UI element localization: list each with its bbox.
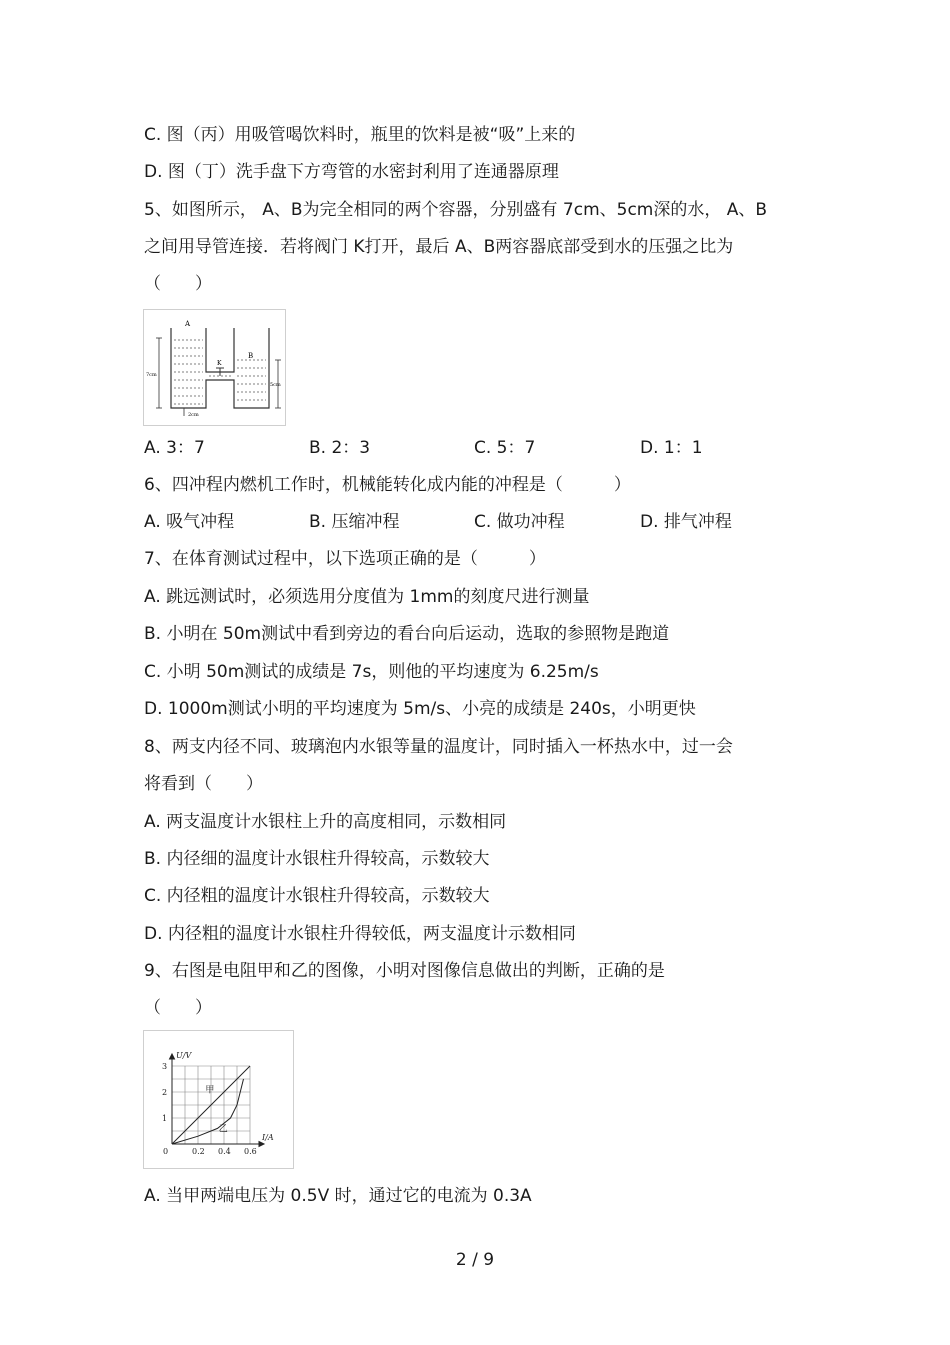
label-b: B [248, 352, 254, 360]
containers-diagram [144, 310, 285, 425]
option-c-straw: C. 图（丙）用吸管喝饮料时，瓶里的饮料是被“吸”上来的 [144, 125, 576, 145]
q7-option-d: D. 1000m测试小明的平均速度为 5m/s、小亮的成绩是 240s，小明更快 [144, 699, 696, 719]
question-5-line2: 之间用导管连接．若将阀门 K打开，最后 A、B两容器底部受到水的压强之比为 [144, 237, 734, 257]
q5-option-a: A. 3：7 [144, 438, 205, 458]
q7-option-a: A. 跳远测试时，必须选用分度值为 1mm的刻度尺进行测量 [144, 587, 590, 607]
q8-option-a: A. 两支温度计水银柱上升的高度相同，示数相同 [144, 812, 507, 832]
label-7cm: 7cm [146, 372, 157, 378]
question-9-line1: 9、右图是电阻甲和乙的图像，小明对图像信息做出的判断，正确的是 [144, 961, 665, 981]
question-5-line1: 5、如图所示， A、B为完全相同的两个容器，分别盛有 7cm、5cm深的水， A、B [144, 200, 768, 220]
option-d-sink-trap: D. 图（丁）洗手盘下方弯管的水密封利用了连通器原理 [144, 162, 559, 182]
series-label-jia: 甲 [205, 1085, 215, 1096]
y-axis-arrow [170, 1054, 175, 1059]
iu-chart [144, 1031, 293, 1168]
series-label-yi: 乙 [218, 1124, 228, 1135]
y-tick-label: 3 [162, 1062, 168, 1071]
x-tick-label: 0.6 [244, 1147, 257, 1156]
question-8-line1: 8、两支内径不同、玻璃泡内水银等量的温度计，同时插入一杯热水中，过一会 [144, 737, 733, 757]
q6-option-b: B. 压缩冲程 [309, 512, 400, 532]
q9-option-a: A. 当甲两端电压为 0.5V 时，通过它的电流为 0.3A [144, 1186, 532, 1206]
label-2cm: 2cm [188, 412, 199, 418]
q5-option-b: B. 2：3 [309, 438, 371, 458]
page-number: 2 / 9 [455, 1250, 495, 1270]
q5-option-c: C. 5：7 [474, 438, 536, 458]
x-tick-label: 0.4 [218, 1147, 231, 1156]
figure-resistance-chart [143, 1030, 294, 1169]
q7-option-c: C. 小明 50m测试的成绩是 7s，则他的平均速度为 6.25m/s [144, 662, 599, 682]
label-5cm: 5cm [270, 382, 281, 388]
q6-option-a: A. 吸气冲程 [144, 512, 235, 532]
x-axis-label: I/A [262, 1133, 274, 1142]
question-8-line2: 将看到（ ） [144, 774, 263, 794]
q6-option-c: C. 做功冲程 [474, 512, 565, 532]
question-9-blank: （ ） [144, 998, 212, 1018]
question-7: 7、在体育测试过程中，以下选项正确的是（ ） [144, 549, 546, 569]
question-5-blank: （ ） [144, 274, 212, 294]
question-6: 6、四冲程内燃机工作时，机械能转化成内能的冲程是（ ） [144, 475, 631, 495]
q8-option-c: C. 内径粗的温度计水银柱升得较高，示数较大 [144, 886, 490, 906]
x-tick-label: 0.2 [192, 1147, 205, 1156]
q6-option-d: D. 排气冲程 [640, 512, 732, 532]
q7-option-b: B. 小明在 50m测试中看到旁边的看台向后运动，选取的参照物是跑道 [144, 624, 670, 644]
y-tick-label: 1 [162, 1114, 168, 1123]
origin-label: 0 [163, 1147, 169, 1156]
label-k: K [217, 360, 222, 367]
figure-connected-containers [143, 309, 286, 426]
q8-option-d: D. 内径粗的温度计水银柱升得较低，两支温度计示数相同 [144, 924, 576, 944]
label-a: A [185, 320, 191, 328]
x-axis-arrow [259, 1142, 264, 1147]
q8-option-b: B. 内径细的温度计水银柱升得较高，示数较大 [144, 849, 490, 869]
y-axis-label: U/V [176, 1051, 192, 1060]
y-tick-label: 2 [162, 1088, 168, 1097]
q5-option-d: D. 1：1 [640, 438, 703, 458]
